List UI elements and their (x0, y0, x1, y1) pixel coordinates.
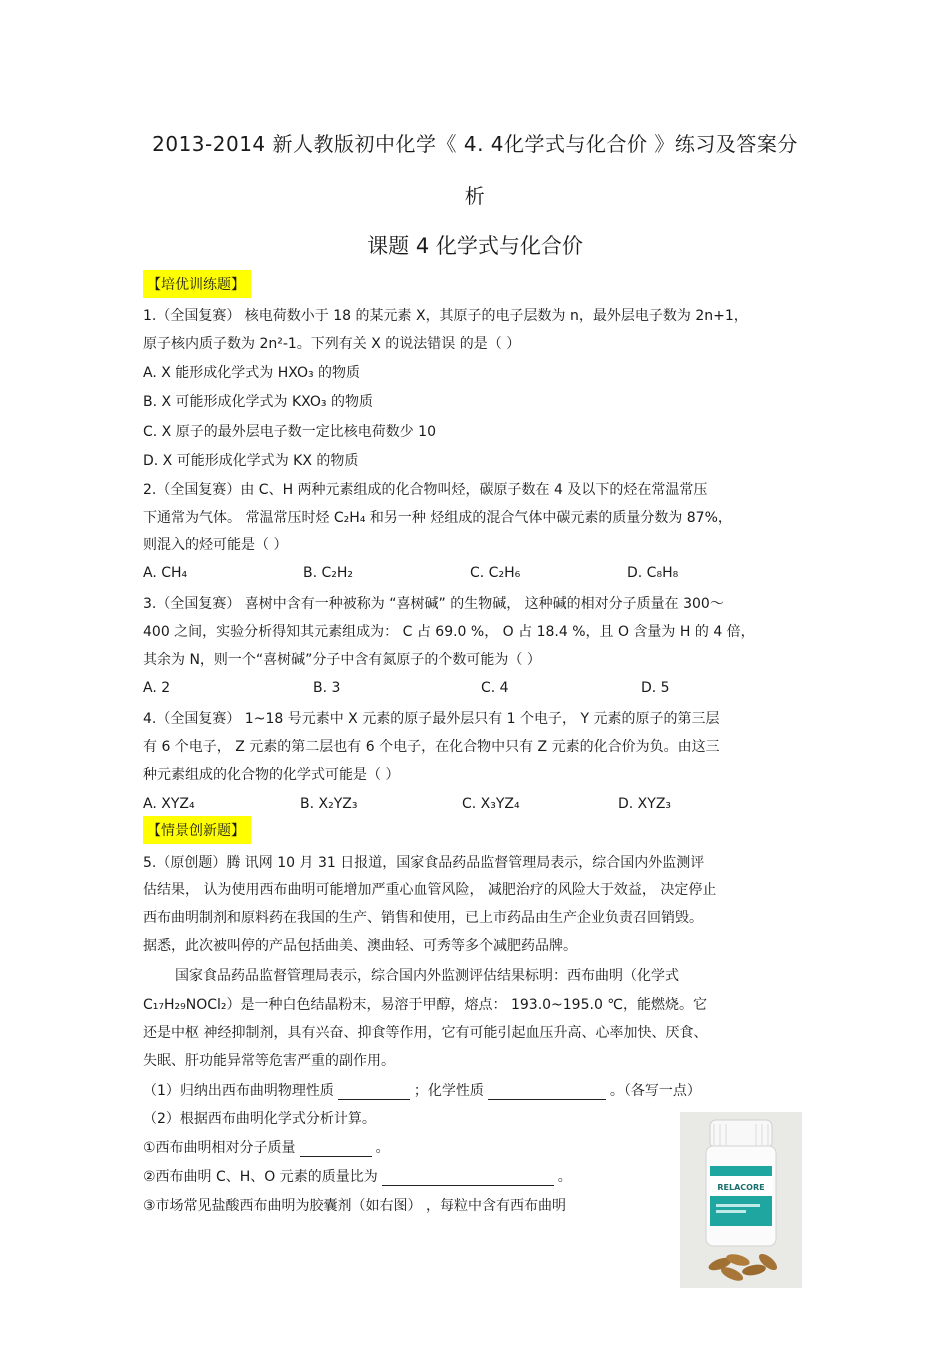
question-5-part-1 (143, 1080, 701, 1100)
question-4-option-c: C. X₃YZ₄ (462, 796, 520, 812)
question-2-line-3: 则混入的烃可能是（ ） (143, 537, 288, 553)
question-1-option-c: C. X 原子的最外层电子数一定比核电荷数少 10 (143, 424, 436, 440)
label-brand-text: RELACORE (717, 1183, 765, 1192)
question-2-line-2: 下通常为气体。 常温常压时烃 C₂H₄ 和另一种 烃组成的混合气体中碳元素的质量分数为 87%， (143, 510, 732, 526)
pill-bottle-photo (680, 1112, 802, 1288)
question-2-option-b: B. C₂H₂ (303, 565, 354, 581)
question-3-option-c: C. 4 (481, 680, 509, 696)
part-1-prompt: （1）归纳出西布曲明物理性质 (143, 1083, 334, 1099)
question-4-line-3: 种元素组成的化合物的化学式可能是（ ） (143, 767, 400, 783)
question-4-option-b: B. X₂YZ₃ (300, 796, 358, 812)
pill-bottle-illustration (680, 1112, 802, 1288)
question-4-line-1: 4.（全国复赛） 1~18 号元素中 X 元素的原子最外层只有 1 个电子， Y 元素的原子的第三层 (143, 711, 720, 727)
question-3-line-3: 其余为 N，则一个“喜树碱”分子中含有氮原子的个数可能为（ ） (143, 652, 541, 668)
question-1-option-a: A. X 能形成化学式为 HXO₃ 的物质 (143, 365, 361, 381)
sub-1-suffix: 。 (375, 1140, 390, 1156)
sub-1-prompt: ①西布曲明相对分子质量 (143, 1140, 296, 1156)
document-title: 2013-2014 新人教版初中化学《 4. 4化学式与化合价 》练习及答案分 (152, 132, 798, 156)
question-5-sub-3: ③市场常见盐酸西布曲明为胶囊剂（如右图） ，每粒中含有西布曲明 (143, 1198, 566, 1214)
question-4-option-d: D. XYZ₃ (618, 796, 672, 812)
question-1-line-1: 1.（全国复赛） 核电荷数小于 18 的某元素 X，其原子的电子层数为 n，最外层电子数为 2n+1， (143, 308, 748, 324)
question-1-line-2: 原子核内质子数为 2n²-1。下列有关 X 的说法错误 的是（ ） (143, 336, 521, 352)
question-5-line-8: 失眠、肝功能异常等危害严重的副作用。 (143, 1053, 395, 1069)
question-3-option-b: B. 3 (313, 680, 341, 696)
lesson-subtitle: 课题 4 化学式与化合价 (367, 234, 583, 258)
question-1-option-d: D. X 可能形成化学式为 KX 的物质 (143, 453, 359, 469)
question-5-line-7: 还是中枢 神经抑制剂，具有兴奋、抑食等作用，它有可能引起血压升高、心率加快、厌食、 (143, 1025, 708, 1041)
question-4-option-a: A. XYZ₄ (143, 796, 195, 812)
question-3-option-d: D. 5 (641, 680, 670, 696)
question-5-line-3: 西布曲明制剂和原料药在我国的生产、销售和使用，已上市药品由生产企业负责召回销毁。 (143, 910, 703, 926)
question-4-line-2: 有 6 个电子， Z 元素的第二层也有 6 个电子，在化合物中只有 Z 元素的化合价为负。由这三 (143, 739, 720, 755)
physical-property-blank[interactable] (338, 1085, 410, 1100)
sub-2-prompt: ②西布曲明 C、H、O 元素的质量比为 (143, 1169, 378, 1185)
question-1-option-b: B. X 可能形成化学式为 KXO₃ 的物质 (143, 394, 373, 410)
part-1-suffix: 。（各写一点） (609, 1083, 701, 1099)
question-2-line-1: 2.（全国复赛）由 C、H 两种元素组成的化合物叫烃，碳原子数在 4 及以下的烃在常温常压 (143, 482, 708, 498)
question-2-option-d: D. C₈H₈ (627, 565, 679, 581)
question-5-line-4: 据悉，此次被叫停的产品包括曲美、澳曲轻、可秀等多个减肥药品牌。 (143, 938, 577, 954)
sub-2-suffix: 。 (557, 1169, 572, 1185)
part-1-chemical-prompt: ；化学性质 (413, 1083, 484, 1099)
question-5-line-6: C₁₇H₂₉NOCl₂）是一种白色结晶粉末，易溶于甲醇，熔点： 193.0~195.0 ℃，能燃烧。它 (143, 997, 708, 1013)
question-5-part-2: （2）根据西布曲明化学式分析计算。 (143, 1111, 376, 1127)
question-5-line-2: 估结果， 认为使用西布曲明可能增加严重心血管风险， 减肥治疗的风险大于效益， 决定停止 (143, 882, 717, 898)
question-5-line-5: 国家食品药品监督管理局表示，综合国内外监测评估结果标明：西布曲明（化学式 (175, 968, 679, 984)
mass-ratio-blank[interactable] (382, 1171, 554, 1186)
question-3-line-2: 400 之间，实验分析得知其元素组成为： C 占 69.0 %， O 占 18.4 %，且 O 含量为 H 的 4 倍， (143, 624, 755, 640)
chemical-property-blank[interactable] (488, 1085, 606, 1100)
section-tag-innovation: 【情景创新题】 (143, 816, 251, 844)
question-5-sub-2 (143, 1166, 572, 1186)
question-5-line-1: 5.（原创题）腾 讯网 10 月 31 日报道，国家食品药品监督管理局表示，综合国内外监测评 (143, 855, 705, 871)
question-2-option-a: A. CH₄ (143, 565, 188, 581)
question-2-option-c: C. C₂H₆ (470, 565, 521, 581)
document-title-continued: 析 (464, 184, 486, 208)
question-3-line-1: 3.（全国复赛） 喜树中含有一种被称为 “喜树碱” 的生物碱， 这种碱的相对分子质量在 300～ (143, 596, 724, 612)
question-5-sub-1 (143, 1137, 390, 1157)
section-tag-training: 【培优训练题】 (143, 270, 251, 298)
question-3-option-a: A. 2 (143, 680, 171, 696)
molecular-mass-blank[interactable] (300, 1142, 372, 1157)
